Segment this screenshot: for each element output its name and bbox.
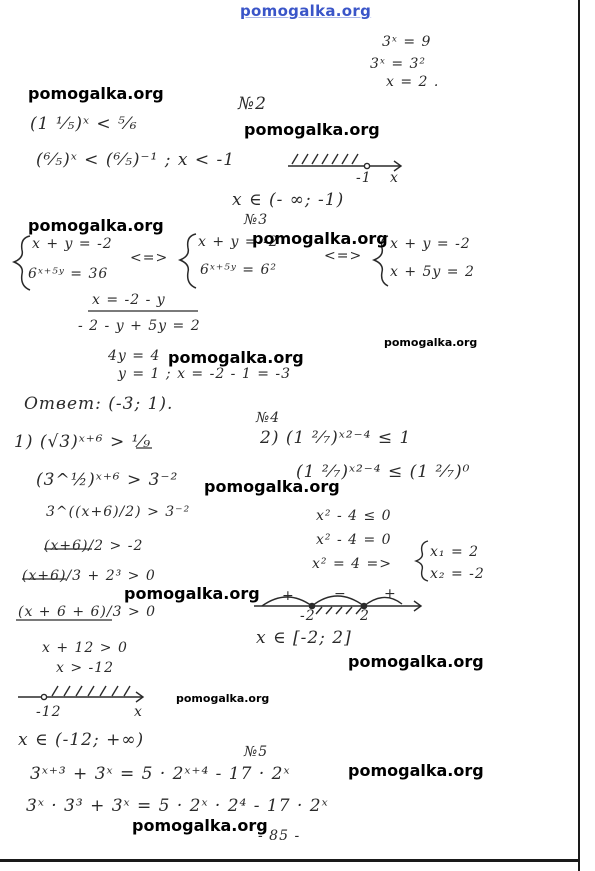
watermark-small: pomogalka.org	[176, 692, 270, 705]
task4-2-sign-right: +	[384, 586, 397, 602]
task4-2-inequality: 2) (1 ²⁄₇)ˣ²⁻⁴ ≤ 1	[260, 428, 412, 448]
task5-equation: 3ˣ⁺³ + 3ˣ = 5 · 2ˣ⁺⁴ - 17 · 2ˣ	[30, 764, 291, 784]
task4-1-answer: x ∈ (-12; +∞)	[18, 730, 145, 750]
task3-sys3-eq1: x + y = -2	[390, 236, 471, 252]
task4-1-step1: (3^½)ˣ⁺⁶ > 3⁻²	[36, 470, 179, 490]
task4-2-sign-mid: −	[334, 586, 347, 602]
task3-sys1-eq1: x + y = -2	[32, 236, 113, 252]
task4-1-step5: (x + 6 + 6)/3 > 0	[18, 604, 157, 620]
watermark: pomogalka.org	[124, 584, 260, 603]
task4-1-axis-x: x	[134, 704, 143, 720]
eq-x-2: x = 2 .	[386, 74, 440, 90]
task2-axis-x: x	[390, 170, 399, 186]
number-line-task2	[288, 154, 401, 171]
watermark: pomogalka.org	[348, 761, 484, 780]
task2-inequality: (1 ¹⁄₅)ˣ < ⁵⁄₆	[30, 114, 138, 134]
task4-2-root2: x₂ = -2	[430, 566, 485, 582]
watermark: pomogalka.org	[28, 84, 164, 103]
watermark: pomogalka.org	[168, 348, 304, 367]
task4-1-step6: x + 12 > 0	[42, 640, 128, 656]
task4-2-root1: x₁ = 2	[430, 544, 480, 560]
watermark: pomogalka.org	[204, 477, 340, 496]
task4-1-step4: (x+6)/3 + 2³ > 0	[22, 568, 156, 584]
task4-1-step3: (x+6)/2 > -2	[44, 538, 144, 554]
watermark-small: pomogalka.org	[384, 336, 478, 349]
watermark: pomogalka.org	[244, 120, 380, 139]
task3-sys2-eq1: x + y = -2	[198, 234, 279, 250]
task3-substitute: - 2 - y + 5y = 2	[78, 318, 201, 334]
task4-2-step3: x² - 4 = 0	[316, 532, 392, 548]
watermark: pomogalka.org	[28, 216, 164, 235]
task3-y-x: y = 1 ; x = -2 - 1 = -3	[118, 366, 292, 382]
task2-tick-minus-1: -1	[356, 170, 372, 186]
task4-1-tick-12: -12	[36, 704, 62, 720]
task-number-5: №5	[244, 744, 269, 760]
watermark: pomogalka.org	[132, 816, 268, 835]
task2-transform: (⁶⁄₅)ˣ < (⁶⁄₅)⁻¹ ; x < -1	[36, 150, 236, 170]
task4-1-step7: x > -12	[56, 660, 115, 676]
task4-2-step1: (1 ²⁄₇)ˣ²⁻⁴ ≤ (1 ²⁄₇)⁰	[296, 462, 471, 482]
task3-equiv-1: <=>	[130, 250, 169, 266]
task3-equiv-2: <=>	[324, 248, 363, 264]
task3-sys2-eq2: 6ˣ⁺⁵ʸ = 6²	[200, 262, 278, 278]
task4-2-step2: x² - 4 ≤ 0	[316, 508, 392, 524]
task4-2-answer: x ∈ [-2; 2]	[256, 628, 352, 648]
task4-2-step4: x² = 4 =>	[312, 556, 392, 572]
watermark: pomogalka.org	[252, 229, 388, 248]
page-number: - 85 -	[258, 828, 301, 844]
page-edge-right	[578, 0, 580, 871]
task3-sys3-eq2: x + 5y = 2	[390, 264, 475, 280]
task-number-4: №4	[256, 410, 281, 426]
task3-answer: Ответ: (-3; 1).	[24, 394, 174, 414]
number-line-task4-1	[18, 686, 143, 702]
task3-express-x: x = -2 - y	[92, 292, 166, 308]
task3-4y-4: 4y = 4	[108, 348, 161, 364]
task4-1-step2: 3^((x+6)/2) > 3⁻²	[46, 504, 191, 520]
brace-task4-2	[416, 541, 428, 581]
eq-3x-3sq: 3ˣ = 3²	[370, 56, 427, 72]
task5-step1: 3ˣ · 3³ + 3ˣ = 5 · 2ˣ · 2⁴ - 17 · 2ˣ	[26, 796, 329, 816]
page-edge-bottom	[0, 859, 580, 862]
task4-2-sign-left: +	[282, 588, 295, 604]
task4-1-inequality: 1) (√3)ˣ⁺⁶ > ¹⁄₉	[14, 432, 152, 452]
site-watermark-top[interactable]: pomogalka.org	[240, 2, 372, 20]
task3-sys1-eq2: 6ˣ⁺⁵ʸ = 36	[28, 266, 109, 282]
task2-answer: x ∈ (- ∞; -1)	[232, 190, 345, 210]
eq-3x-9: 3ˣ = 9	[382, 34, 432, 50]
task4-2-tick-2: 2	[360, 608, 370, 624]
task4-2-tick-minus-2: -2	[300, 608, 316, 624]
task-number-3: №3	[244, 212, 269, 228]
task-number-2: №2	[238, 94, 267, 114]
watermark: pomogalka.org	[348, 652, 484, 671]
